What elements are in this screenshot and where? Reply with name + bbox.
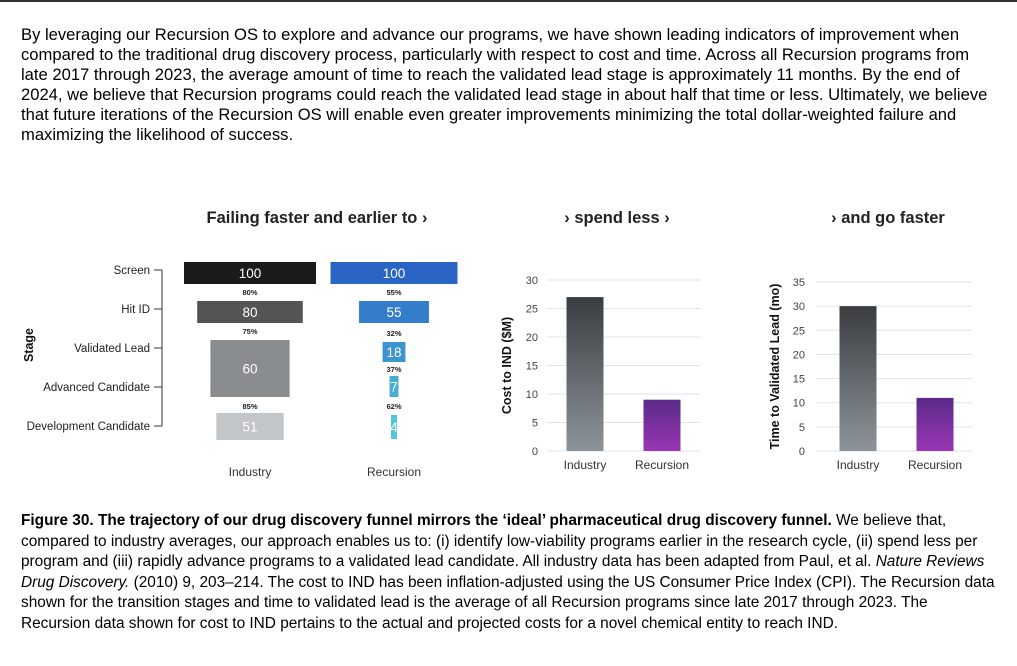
funnel-value-label: 4 (390, 420, 398, 435)
y-tick-label: 30 (792, 301, 805, 314)
transition-percent: 37% (386, 365, 402, 374)
y-tick-label: 10 (792, 397, 805, 410)
funnel-value-label: 55 (386, 305, 402, 320)
stage-label: Advanced Candidate (43, 382, 150, 394)
caption-body-2: (2010) 9, 203–214. The cost to IND has been inflation-adjusted using the US Consumer Price Index (CPI). The Recursion data shown for the transition stages and time to validated lead is the average of all Recursion programs since late 2017 through 2023. The Recursion data shown for cost to IND pertains to the actual and projected costs for a novel chemical entity to reach IND. (21, 573, 995, 632)
bar-recursion (917, 398, 954, 451)
y-tick-label: 0 (798, 446, 805, 458)
funnel-value-label: 51 (242, 419, 258, 435)
transition-percent: 55% (386, 288, 402, 297)
stage-label: Hit ID (121, 304, 150, 316)
caption-body-1: We believe that, compared to industry averages, our approach enables us to: (i) identify low-viability programs earlier in the research cycle, (ii) spend less per program and (iii) rapidly advance programs to a validated lead candidate. All industry data has been adapted from Paul, et al. (21, 512, 978, 570)
y-tick-label: 5 (531, 417, 538, 430)
stage-label: Development Candidate (26, 421, 150, 433)
header-time: › and go faster (831, 209, 945, 227)
time-chart (768, 277, 972, 472)
funnel-value-label: 100 (238, 266, 262, 281)
transition-percent: 85% (242, 402, 258, 411)
stage-label: Validated Lead (74, 343, 150, 355)
y-tick-label: 20 (525, 332, 538, 344)
funnel-value-label: 7 (390, 379, 398, 395)
y-tick-label: 15 (792, 373, 805, 386)
top-rule (0, 0, 1017, 2)
caption-lead: Figure 30. The trajectory of our drug discovery funnel mirrors the ‘ideal’ pharmaceutical drug discovery funnel. (21, 512, 832, 529)
funnel-value-label: 80 (242, 305, 258, 320)
header-cost: › spend less › (564, 209, 670, 227)
x-category-label: Industry (563, 458, 607, 472)
y-axis-title: Cost to IND ($M) (500, 316, 514, 415)
transition-percent: 32% (386, 329, 402, 338)
y-tick-label: 30 (525, 275, 538, 287)
y-axis-title: Time to Validated Lead (mo) (768, 283, 782, 450)
x-category-label: Industry (836, 458, 880, 472)
y-tick-label: 20 (792, 349, 805, 362)
y-tick-label: 25 (525, 303, 538, 316)
intro-paragraph: By leveraging our Recursion OS to explore and advance our programs, we have shown leading indicators of improvement when compared to the traditional drug discovery process, particularly with respect to cost and time. Across all Recursion programs from late 2017 through 2023, the average amount of time to reach the validated lead stage is approximately 11 months. By the end of 2024, we believe that Recursion programs could reach the validated lead stage in about half that time or less. Ultimately, we believe that future iterations of the Recursion OS will enable even greater improvements minimizing the total dollar-weighted failure and maximizing the likelihood of success. (21, 25, 988, 144)
funnel-category-label: Recursion (366, 465, 422, 479)
figure-30 (0, 200, 1017, 490)
funnel-value-label: 60 (242, 361, 258, 377)
transition-percent: 62% (386, 402, 402, 411)
funnel-value-label: 100 (382, 266, 406, 281)
stage-label: Screen (113, 265, 150, 277)
y-tick-label: 15 (525, 360, 538, 373)
transition-percent: 75% (242, 327, 258, 336)
transition-percent: 80% (242, 288, 258, 297)
y-tick-label: 10 (525, 389, 538, 401)
bar-recursion (644, 400, 681, 451)
stage-axis-title: Stage (22, 327, 36, 363)
y-tick-label: 0 (531, 446, 538, 458)
funnel-category-label: Industry (228, 465, 272, 479)
figure-caption (21, 511, 1001, 634)
funnel-chart (22, 262, 458, 479)
y-tick-label: 25 (792, 325, 805, 338)
bar-industry (840, 306, 877, 451)
funnel-value-label: 18 (386, 345, 402, 360)
x-category-label: Recursion (907, 458, 963, 472)
x-category-label: Recursion (634, 458, 690, 472)
header-funnel: Failing faster and earlier to › (206, 209, 428, 227)
caption-journal: Nature Reviews Drug Discovery. (21, 553, 985, 591)
bar-industry (567, 297, 604, 451)
y-tick-label: 35 (792, 277, 805, 289)
cost-chart (500, 275, 700, 472)
figure-svg (0, 200, 1017, 490)
y-tick-label: 5 (798, 421, 805, 434)
